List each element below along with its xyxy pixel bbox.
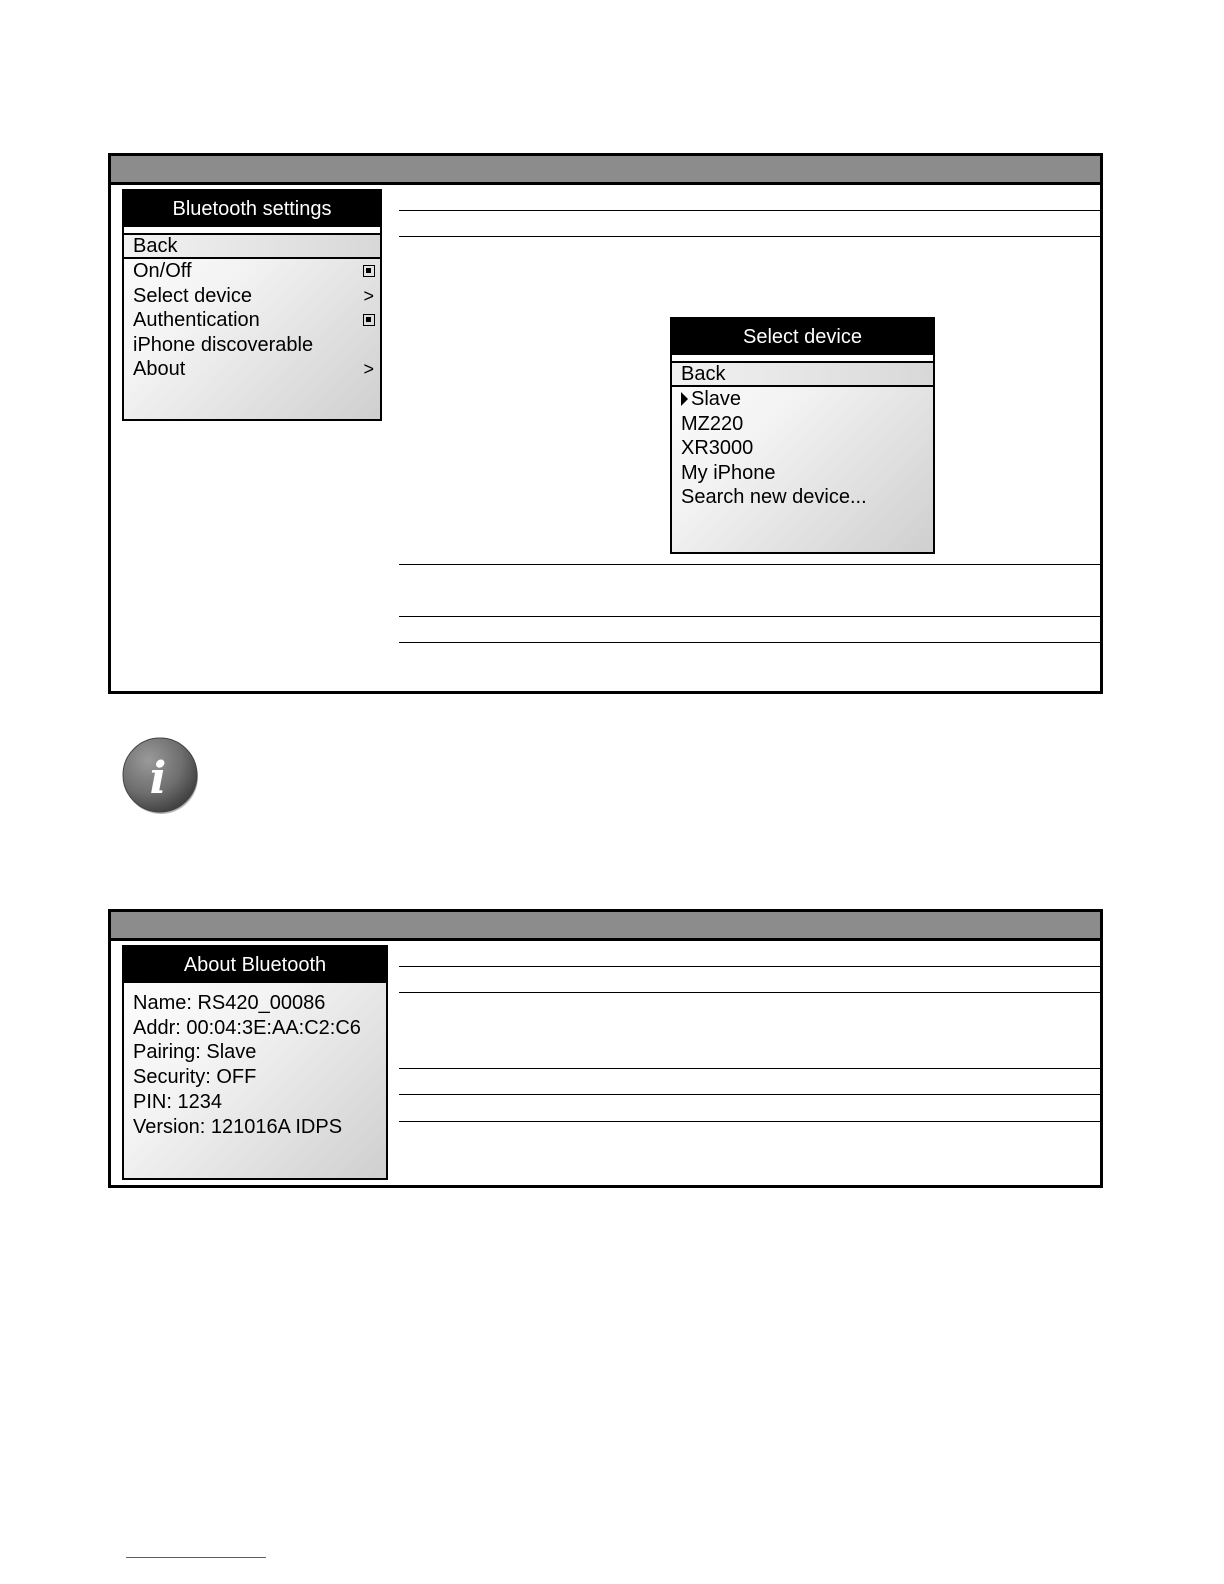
info-line-name: Name: RS420_00086 [133,992,326,1014]
menu-item-label: About [133,358,186,380]
screen-title: Bluetooth settings [124,191,380,227]
table-rule [399,616,1100,617]
select-device-screen [670,317,935,554]
menu-item-select-device[interactable] [124,284,380,309]
table-rule [399,210,1100,211]
about-bluetooth-table [108,909,1103,1188]
info-glyph: i [149,753,167,804]
screen-title: About Bluetooth [124,947,386,983]
table-rule [399,642,1100,643]
menu-item-label: iPhone discoverable [133,333,314,356]
device-item-slave[interactable] [672,387,933,412]
title-separator [672,355,933,363]
menu-item-about[interactable] [124,357,380,382]
table-rule [399,992,1100,993]
screen-title: Select device [672,319,933,355]
menu-item-iphone-discoverable[interactable] [124,333,380,358]
menu-item-on-off[interactable] [124,259,380,284]
table-rule [399,1121,1100,1122]
chevron-right-icon: > [363,285,374,306]
device-item-mz220[interactable]: MZ220 [681,412,744,435]
menu-item-authentication[interactable] [124,308,380,333]
footer-link-rule [126,1557,266,1558]
table-rule [399,564,1100,565]
back-menu-item[interactable]: Back [124,235,380,259]
checkbox-icon [363,314,375,326]
search-new-device-item[interactable]: Search new device... [681,486,867,508]
bluetooth-settings-table [108,153,1103,694]
device-item-xr3000[interactable]: XR3000 [681,437,754,459]
info-line-pairing: Pairing: Slave [133,1041,257,1064]
info-icon [121,736,200,815]
table-rule [399,1094,1100,1095]
menu-item-label: Select device [133,284,252,307]
about-bluetooth-screen [122,945,388,1180]
back-menu-item[interactable]: Back [672,363,933,387]
device-item-my-iphone[interactable]: My iPhone [681,461,776,484]
info-line-version: Version: 121016A IDPS [133,1115,343,1138]
info-line-pin: PIN: 1234 [133,1090,222,1113]
title-separator [124,227,380,235]
triangle-right-icon [681,392,688,406]
info-line-security: Security: OFF [133,1066,257,1089]
table-header-bar [111,156,1100,185]
chevron-right-icon: > [363,359,374,379]
table-rule [399,236,1100,237]
bluetooth-settings-screen [122,189,382,421]
table-header-bar [111,912,1100,941]
table-rule [399,966,1100,967]
device-label: Slave [691,388,742,410]
menu-item-label: Authentication [133,309,260,331]
menu-item-label: On/Off [133,260,192,282]
checkbox-icon [363,265,375,277]
table-rule [399,1068,1100,1069]
info-line-address: Addr: 00:04:3E:AA:C2:C6 [133,1016,361,1039]
